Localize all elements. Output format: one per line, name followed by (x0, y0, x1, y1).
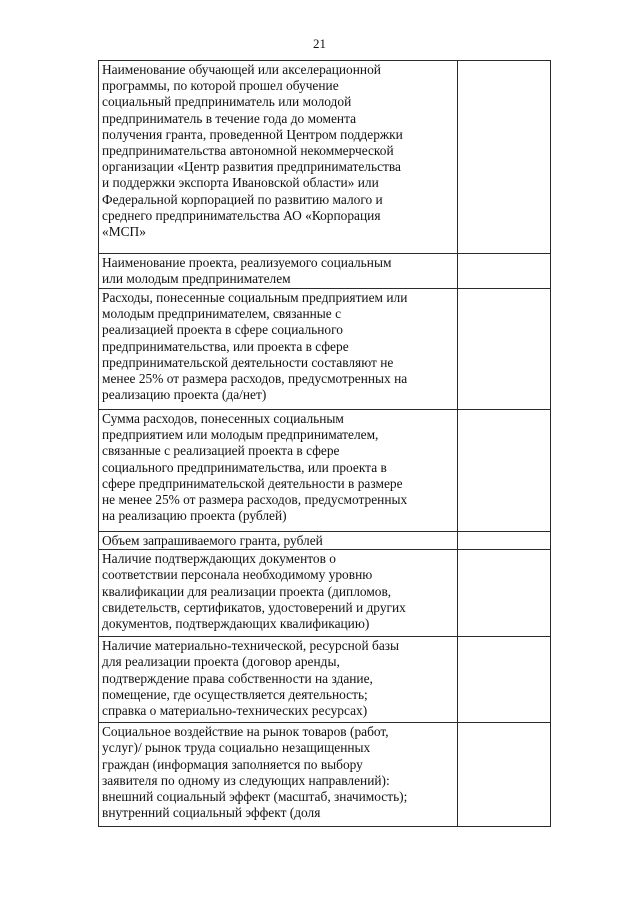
row-value-cell[interactable] (458, 723, 551, 827)
row-value-cell[interactable] (458, 410, 551, 532)
row-label-text: Объем запрашиваемого гранта, рублей (102, 533, 323, 548)
row-label-text: Наименование проекта, реализуемого социальным или молодым предпринимателем (102, 255, 392, 287)
table-row (99, 550, 551, 637)
table-row (99, 289, 551, 410)
table-row (99, 254, 551, 289)
row-label-text: Расходы, понесенные социальным предприятием или молодым предпринимателем, связанные с реализацией проекта в сфере социального предпринимательства, или проекта в сфере предпринимательской деятельности составляют не менее 25% от размера расходов, предусмотренных на реализацию проекта (да/нет) (102, 290, 408, 403)
row-label-cell (99, 254, 458, 289)
row-label-cell (99, 289, 458, 410)
row-label-cell (99, 723, 458, 827)
table-row (99, 637, 551, 723)
page-number: 21 (313, 36, 326, 51)
row-label-text: Социальное воздействие на рынок товаров (работ, услуг)/ рынок труда социально незащищенных граждан (информация заполняется по выбору заявителя по одному из следующих направлений): внешний социальный эффект (масштаб, значимость); внутренний социальный эффект (доля (102, 724, 408, 821)
row-label-text: Наличие материально-технической, ресурсной базы для реализации проекта (договор аренды, подтверждение права собственности на здание, помещение, где осуществляется деятельность; справка о материально-технических ресурсах) (102, 638, 400, 719)
application-form-table (98, 60, 551, 827)
row-label-cell (99, 410, 458, 532)
row-value-cell[interactable] (458, 254, 551, 289)
table-row (99, 61, 551, 254)
row-label-cell (99, 532, 458, 550)
row-value-cell[interactable] (458, 550, 551, 637)
row-label-cell (99, 550, 458, 637)
row-value-cell[interactable] (458, 532, 551, 550)
table-row (99, 410, 551, 532)
row-label-cell (99, 61, 458, 254)
row-label-cell (99, 637, 458, 723)
row-value-cell[interactable] (458, 289, 551, 410)
row-label-text: Наличие подтверждающих документов о соответствии персонала необходимому уровню квалификации для реализации проекта (дипломов, свидетельств, сертификатов, удостоверений и других документов, подтверждающих квалификацию) (102, 551, 406, 632)
table-row (99, 532, 551, 550)
row-value-cell[interactable] (458, 637, 551, 723)
table-row (99, 723, 551, 827)
row-value-cell[interactable] (458, 61, 551, 254)
row-label-text: Наименование обучающей или акселерационной программы, по которой прошел обучение социальный предприниматель или молодой предприниматель в течение года до момента получения гранта, проведенной Центром поддержки предпринимательства автономной некоммерческой организации «Центр развития предпринимательства и поддержки экспорта Ивановской области» или Федеральной корпорацией по развитию малого и среднего предпринимательства АО «Корпорация «МСП» (102, 62, 403, 240)
row-label-text: Сумма расходов, понесенных социальным предприятием или молодым предпринимателем, связанные с реализацией проекта в сфере социального предпринимательства, или проекта в сфере предпринимательской деятельности в размере не менее 25% от размера расходов, предусмотренных на реализацию проекта (рублей) (102, 411, 408, 524)
